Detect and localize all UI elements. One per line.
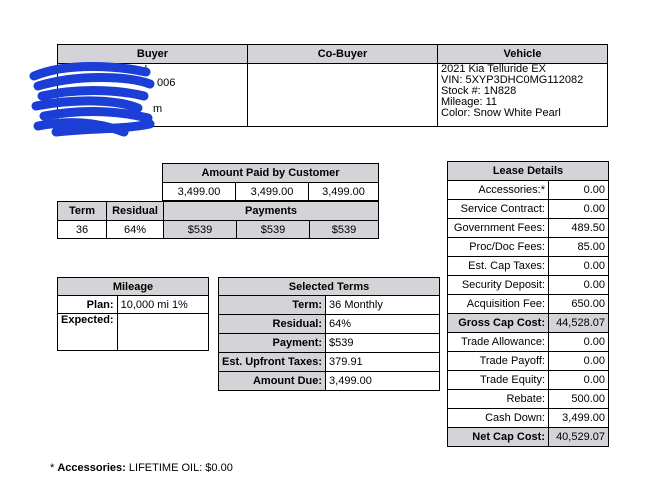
footnote-star: * (50, 462, 58, 474)
plan-label: Plan: (58, 296, 118, 314)
gross-cap-cost-value: 44,528.07 (549, 314, 609, 333)
amount-paid-value: 3,499.00 (309, 183, 379, 201)
buyer-line-1: d (141, 64, 148, 76)
payments-header: Payments (164, 202, 379, 221)
cash-down-label: Cash Down: (448, 409, 549, 428)
expected-value (117, 314, 208, 351)
vehicle-header: Vehicle (438, 45, 608, 64)
net-cap-cost-label: Net Cap Cost: (448, 428, 549, 447)
amount-paid-value: 3,499.00 (163, 183, 236, 201)
payment-option: $539 (164, 221, 237, 239)
redaction-scribble (28, 62, 168, 142)
doc-fees-label: Proc/Doc Fees: (448, 238, 549, 257)
trade-payoff-label: Trade Payoff: (448, 352, 549, 371)
selected-term-label: Term: (219, 296, 326, 315)
term-value: 36 (58, 221, 107, 239)
buyer-line-3: m (153, 103, 163, 115)
upfront-taxes-value: 379.91 (326, 353, 440, 372)
rebate-value: 500.00 (549, 390, 609, 409)
cobuyer-info-cell (248, 64, 438, 127)
upfront-taxes-label: Est. Upfront Taxes: (219, 353, 326, 372)
vehicle-color: Color: Snow White Pearl (441, 107, 561, 119)
gross-cap-cost-label: Gross Cap Cost: (448, 314, 549, 333)
lease-details-title: Lease Details (448, 162, 609, 181)
amount-due-label: Amount Due: (219, 372, 326, 391)
service-contract-value: 0.00 (549, 200, 609, 219)
security-deposit-value: 0.00 (549, 276, 609, 295)
selected-payment-value: $539 (326, 334, 440, 353)
trade-allowance-label: Trade Allowance: (448, 333, 549, 352)
buyer-header: Buyer (58, 45, 248, 64)
government-fees-value: 489.50 (549, 219, 609, 238)
payment-option: $539 (237, 221, 310, 239)
cobuyer-header: Co-Buyer (248, 45, 438, 64)
amount-paid-title: Amount Paid by Customer (163, 164, 379, 183)
cap-taxes-value: 0.00 (549, 257, 609, 276)
cap-taxes-label: Est. Cap Taxes: (448, 257, 549, 276)
expected-label: Expected: (58, 314, 118, 351)
net-cap-cost-value: 40,529.07 (549, 428, 609, 447)
service-contract-label: Service Contract: (448, 200, 549, 219)
amount-due-value: 3,499.00 (326, 372, 440, 391)
vehicle-model: 2021 Kia Telluride EX (441, 63, 546, 75)
plan-value: 10,000 mi 1% (117, 296, 208, 314)
residual-value: 64% (107, 221, 164, 239)
accessories-footnote (50, 462, 233, 474)
term-header: Term (58, 202, 107, 221)
rebate-label: Rebate: (448, 390, 549, 409)
selected-payment-label: Payment: (219, 334, 326, 353)
lease-details-table (447, 161, 609, 447)
payment-option: $539 (310, 221, 379, 239)
buyer-line-2: 006 (157, 77, 176, 89)
trade-equity-value: 0.00 (549, 371, 609, 390)
mileage-title: Mileage (58, 278, 209, 296)
government-fees-label: Government Fees: (448, 219, 549, 238)
vehicle-mileage: Mileage: 11 (441, 96, 498, 108)
acquisition-fee-value: 650.00 (549, 295, 609, 314)
trade-allowance-value: 0.00 (549, 333, 609, 352)
accessories-label: Accessories:* (448, 181, 549, 200)
footnote-label: Accessories: (57, 462, 126, 474)
acquisition-fee-label: Acquisition Fee: (448, 295, 549, 314)
term-payments-table (57, 201, 379, 239)
residual-header: Residual (107, 202, 164, 221)
doc-fees-value: 85.00 (549, 238, 609, 257)
selected-residual-value: 64% (326, 315, 440, 334)
trade-payoff-value: 0.00 (549, 352, 609, 371)
vehicle-stock: Stock #: 1N828 (441, 85, 517, 97)
trade-equity-label: Trade Equity: (448, 371, 549, 390)
cash-down-value: 3,499.00 (549, 409, 609, 428)
security-deposit-label: Security Deposit: (448, 276, 549, 295)
footnote-value: LIFETIME OIL: $0.00 (125, 462, 233, 474)
selected-residual-label: Residual: (219, 315, 326, 334)
vehicle-vin: VIN: 5XYP3DHC0MG112082 (441, 74, 584, 86)
mileage-table (57, 277, 209, 351)
vehicle-info-cell (438, 64, 608, 127)
amount-paid-value: 3,499.00 (236, 183, 309, 201)
amount-paid-table (162, 163, 379, 201)
selected-terms-table (218, 277, 440, 391)
accessories-value: 0.00 (549, 181, 609, 200)
selected-terms-title: Selected Terms (219, 278, 440, 296)
selected-term-value: 36 Monthly (326, 296, 440, 315)
